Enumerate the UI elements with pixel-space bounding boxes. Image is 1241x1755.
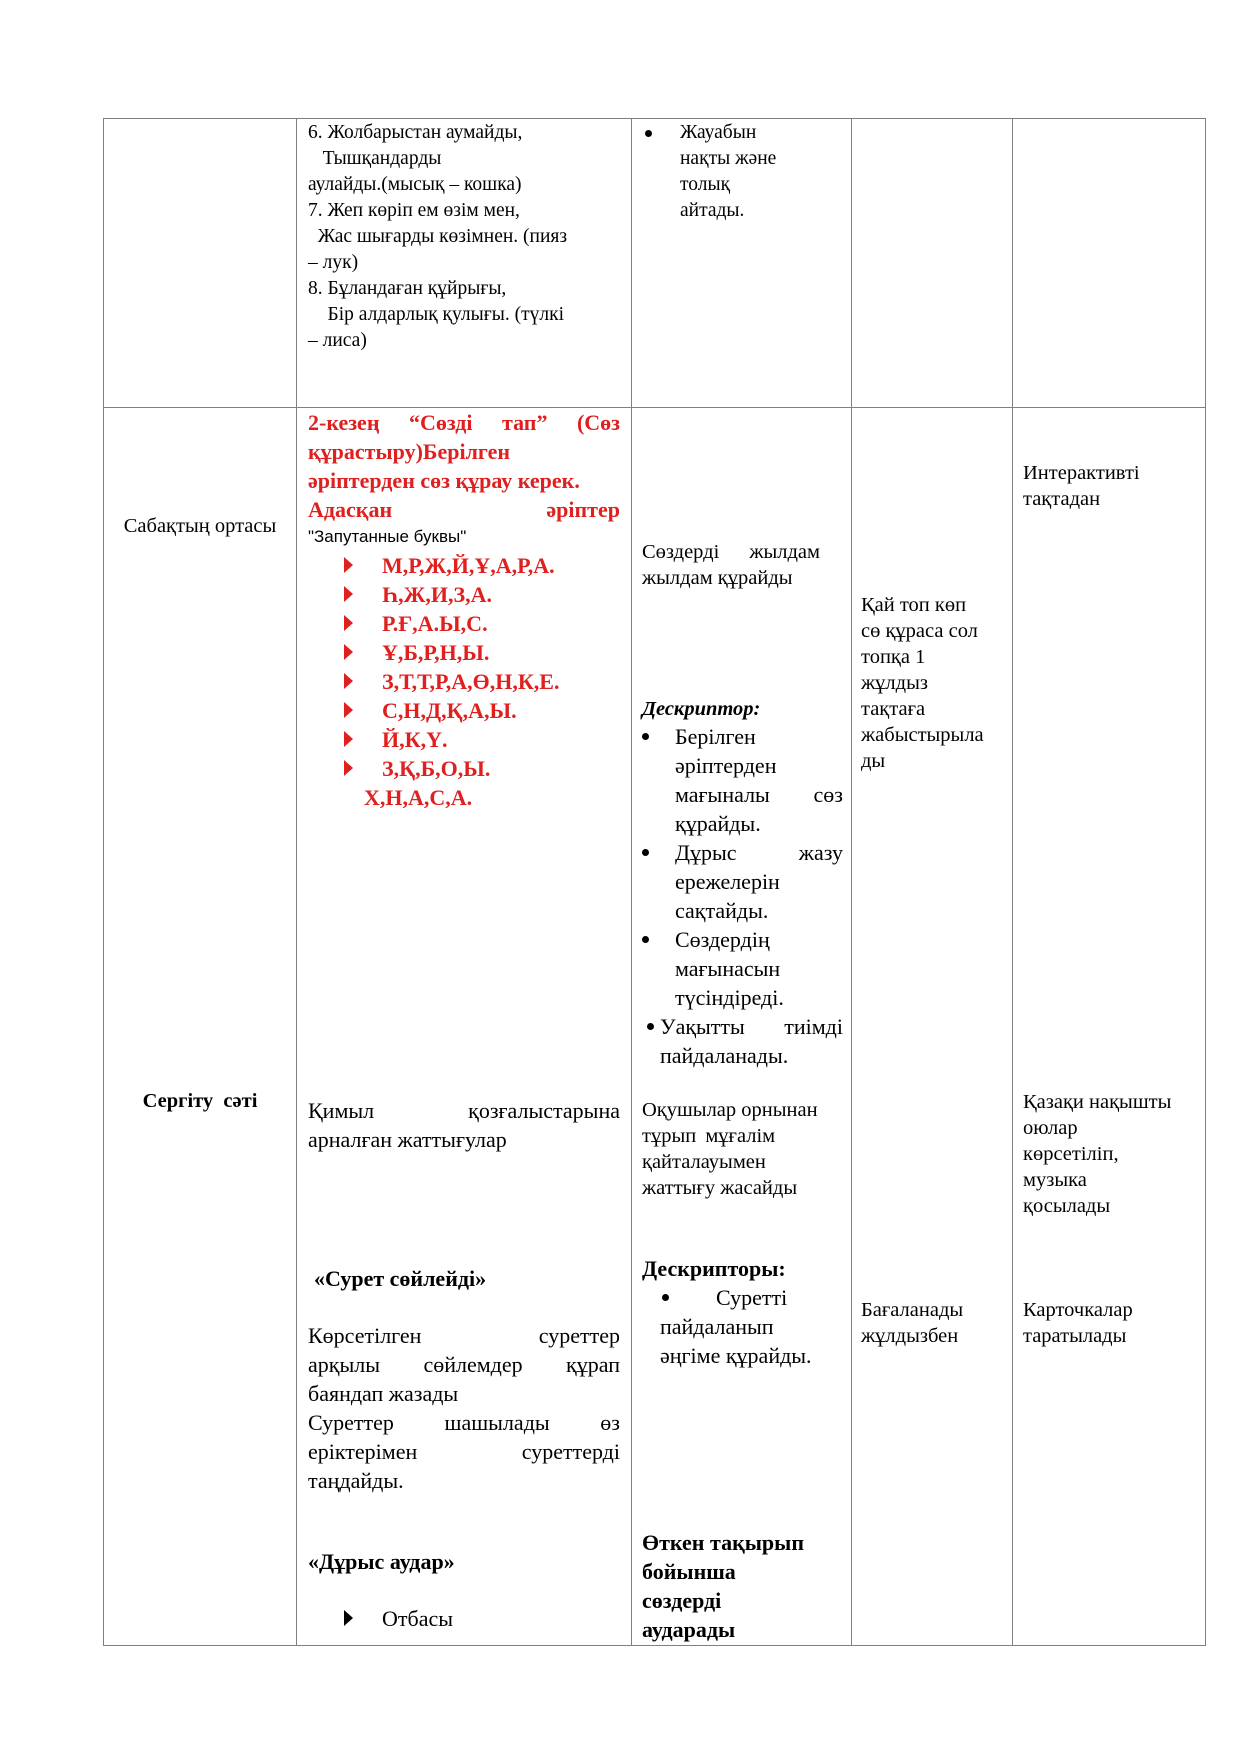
descriptor-line: толық xyxy=(680,174,731,195)
resources-task: Интерактивті тақтадан xyxy=(1023,462,1140,510)
stage-label-break: Сергіту сәті xyxy=(142,1090,258,1112)
arrow-bullet-icon xyxy=(344,615,353,631)
arrow-bullet-icon xyxy=(344,731,353,747)
letters-extra: Х,Н,А,С,А. xyxy=(364,785,473,810)
letters-item: Ұ,Б,Р,Н,Ы. xyxy=(344,638,634,667)
translate-task-item xyxy=(344,1604,620,1633)
row-divider xyxy=(103,407,1206,408)
descriptor-heading-2: Дескрипторы: xyxy=(642,1256,786,1281)
task-title xyxy=(308,408,620,524)
exercise-desc-line: Оқушылар орнынан xyxy=(642,1099,818,1121)
picture-task-line: Суреттер шашылады өз xyxy=(308,1410,620,1435)
task-intro xyxy=(642,539,820,591)
arrow-bullet-icon xyxy=(344,760,353,776)
riddle-line: – лук) xyxy=(308,252,359,273)
col-border-5 xyxy=(1205,118,1206,1646)
riddle-line: 7. Жеп көріп ем өзім мен, xyxy=(308,200,520,221)
col-border-0 xyxy=(103,118,104,1646)
descriptor-item: Берілген әріптерден мағыналы сөз құрайды. xyxy=(642,722,843,838)
exercise-desc-line: тұрып мұғалім xyxy=(642,1125,776,1147)
picture-task-line: арқылы сөйлемдер құрап xyxy=(308,1352,620,1377)
bullet-icon xyxy=(642,733,649,740)
descriptor-item: Уақытты тиімді пайдаланады. xyxy=(642,1012,843,1070)
intro-line: Сөздерді жылдам xyxy=(642,541,820,563)
riddle-line: Жас шығарды көзімнен. (пияз xyxy=(308,226,568,247)
picture-task-line: таңдайды. xyxy=(308,1468,404,1493)
picture-task-line: Көрсетілген суреттер xyxy=(308,1323,620,1348)
col-border-4 xyxy=(1012,118,1013,1646)
resources-exercise: Қазақи нақышты оюлар көрсетіліп, музыка қосылады xyxy=(1023,1091,1172,1217)
riddle-line: Тышқандарды xyxy=(308,148,442,169)
exercise-line: Қимыл қозғалыстарына xyxy=(308,1098,620,1123)
arrow-bullet-icon xyxy=(344,644,353,660)
letters-item: М,Р,Ж,Й,Ұ,А,Р,А. xyxy=(344,551,634,580)
exercise-line: арналған жаттығулар xyxy=(308,1127,507,1152)
exercise-desc-line: жаттығу жасайды xyxy=(642,1177,798,1199)
letters-item: С,Н,Д,Қ,А,Ы. xyxy=(344,696,634,725)
letters-item: Р.Ғ,А.Ы,С. xyxy=(344,609,634,638)
descriptor-item: Дұрыс жазу ережелерін сақтайды. xyxy=(642,838,843,925)
descriptor-heading: Дескриптор: xyxy=(642,698,761,720)
letters-item: Й,К,Ү. xyxy=(344,725,634,754)
descriptor-line: нақты және xyxy=(680,148,777,169)
descriptor-list xyxy=(642,722,842,1070)
translate-task-title: «Дұрыс аудар» xyxy=(308,1549,455,1574)
bullet-icon xyxy=(642,936,649,943)
riddle-line: – лиса) xyxy=(308,330,367,351)
bullet-icon xyxy=(662,1294,669,1301)
translate-word: Отбасы xyxy=(382,1606,454,1631)
table-bottom-border xyxy=(103,1645,1206,1646)
exercise-desc-line: қайталауымен xyxy=(642,1151,766,1173)
picture-task-line: баяндап жазады xyxy=(308,1381,459,1406)
assessment-task: Қай топ көп сө құраса сол топқа 1 жұлдыз тақтаға жабыстырыла ды xyxy=(861,594,984,772)
stage-label-middle: Сабақтың ортасы xyxy=(123,515,277,537)
exercise-text xyxy=(308,1096,620,1154)
riddle-line: Бір алдарлық қулығы. (түлкі xyxy=(308,304,564,325)
task-title-line: Адасқан әріптер xyxy=(308,497,620,522)
picture-task-line: еріктерімен суреттерді xyxy=(308,1439,620,1464)
letters-list xyxy=(344,551,634,812)
riddle-line: аулайды.(мысық – кошка) xyxy=(308,174,522,195)
arrow-bullet-icon xyxy=(344,702,353,718)
descriptor-line: Жауабын xyxy=(680,122,757,143)
bullet-icon xyxy=(645,130,652,137)
arrow-bullet-icon xyxy=(344,1610,353,1626)
answer-descriptor xyxy=(680,120,845,224)
translate-descriptor: Өткен тақырып бойынша сөздерді аударады xyxy=(642,1530,805,1642)
col-border-2 xyxy=(631,118,632,1646)
descriptor-line: айтады. xyxy=(680,200,745,221)
arrow-bullet-icon xyxy=(344,586,353,602)
arrow-bullet-icon xyxy=(344,557,353,573)
picture-task-title: «Сурет сөйлейді» xyxy=(314,1266,487,1291)
letters-item: З,Т,Т,Р,А,Ө,Н,К,Е. xyxy=(344,667,634,696)
task-subtitle: "Запутанные буквы" xyxy=(308,527,467,546)
resources-picture: Карточкалар таратылады xyxy=(1023,1299,1133,1347)
arrow-bullet-icon xyxy=(344,673,353,689)
bullet-icon xyxy=(642,849,649,856)
task-title-line: әріптерден сөз құрау керек. xyxy=(308,468,580,493)
picture-descriptor: Суретті пайдаланып әңгіме құрайды. xyxy=(660,1285,812,1368)
descriptor-item: Сөздердің мағынасын түсіндіреді. xyxy=(642,925,843,1012)
task-title-line: құрастыру)Берілген xyxy=(308,439,511,464)
riddle-line: 6. Жолбарыстан аумайды, xyxy=(308,122,523,143)
assessment-picture: Бағаланады жұлдызбен xyxy=(861,1299,964,1347)
task-title-line: 2-кезең “Сөзді тап” (Сөз xyxy=(308,410,620,435)
col-border-1 xyxy=(296,118,297,1646)
letters-item: Һ,Ж,И,З,А. xyxy=(344,580,634,609)
picture-task-text xyxy=(308,1321,620,1495)
bullet-icon xyxy=(647,1023,654,1030)
letters-item: З,Қ,Б,О,Ы. xyxy=(344,754,634,783)
riddles-text xyxy=(308,120,624,354)
riddle-line: 8. Бұландаған құйрығы, xyxy=(308,278,507,299)
col-border-3 xyxy=(851,118,852,1646)
table-top-border xyxy=(103,118,1206,119)
exercise-descriptor xyxy=(642,1097,842,1201)
intro-line: жылдам құрайды xyxy=(642,567,793,589)
